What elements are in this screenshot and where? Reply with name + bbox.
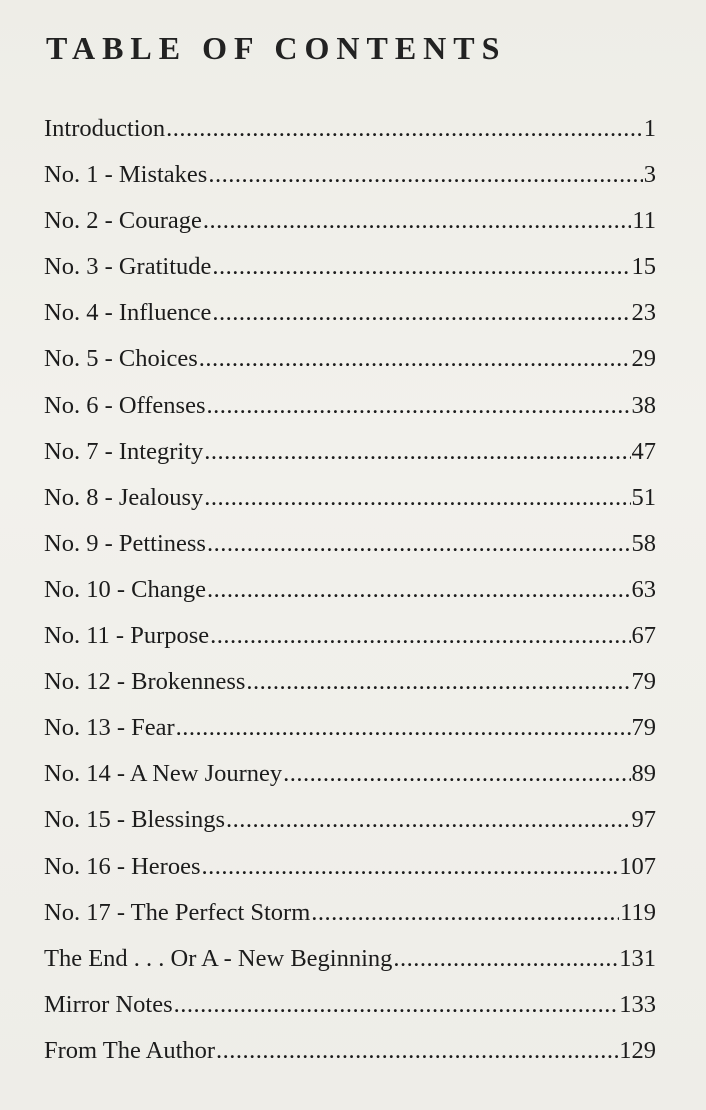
- toc-entry-page-number: 107: [619, 852, 656, 880]
- toc-entry: [44, 567, 656, 613]
- dot-leader: [283, 751, 630, 797]
- dot-leader: [203, 198, 632, 244]
- toc-entry-page-number: 11: [632, 207, 656, 235]
- toc-entry: [44, 1028, 656, 1074]
- dot-leader: [208, 152, 642, 198]
- toc-entry-label: No. 14 - A New Journey: [44, 760, 283, 788]
- dot-leader: [202, 844, 619, 890]
- toc-entry: [44, 244, 656, 290]
- toc-entry-label: No. 9 - Pettiness: [44, 529, 206, 557]
- toc-entry-page-number: 47: [631, 437, 656, 465]
- toc-entry: [44, 290, 656, 336]
- dot-leader: [216, 1028, 618, 1074]
- dot-leader: [212, 290, 630, 336]
- toc-entry-label: No. 17 - The Perfect Storm: [44, 898, 311, 926]
- toc-list: [44, 106, 656, 1074]
- dot-leader: [393, 936, 618, 982]
- toc-entry: [44, 982, 656, 1028]
- page-title: TABLE OF CONTENTS: [46, 30, 507, 66]
- toc-entry-page-number: 29: [631, 345, 656, 373]
- toc-entry: [44, 198, 656, 244]
- toc-entry-page-number: 131: [619, 944, 656, 972]
- toc-entry-label: From The Author: [44, 1036, 216, 1064]
- toc-entry-page-number: 79: [631, 714, 656, 742]
- toc-entry-label: Mirror Notes: [44, 990, 173, 1018]
- toc-entry: [44, 659, 656, 705]
- dot-leader: [176, 705, 631, 751]
- toc-entry-page-number: 58: [631, 529, 656, 557]
- toc-entry-label: No. 7 - Integrity: [44, 437, 204, 465]
- dot-leader: [212, 244, 630, 290]
- toc-entry: [44, 336, 656, 382]
- dot-leader: [204, 429, 630, 475]
- toc-entry: [44, 797, 656, 843]
- toc-entry-page-number: 23: [631, 299, 656, 327]
- toc-entry: [44, 521, 656, 567]
- toc-entry: [44, 705, 656, 751]
- toc-entry-label: No. 10 - Change: [44, 575, 206, 603]
- toc-entry-label: No. 2 - Courage: [44, 207, 202, 235]
- toc-entry: [44, 383, 656, 429]
- toc-entry: [44, 429, 656, 475]
- toc-entry-label: No. 16 - Heroes: [44, 852, 201, 880]
- dot-leader: [207, 383, 631, 429]
- toc-entry-label: No. 15 - Blessings: [44, 806, 226, 834]
- toc-entry-label: Introduction: [44, 115, 166, 142]
- dot-leader: [311, 890, 619, 936]
- toc-entry-label: No. 13 - Fear: [44, 714, 175, 742]
- dot-leader: [199, 336, 631, 382]
- toc-entry-page-number: 63: [631, 575, 656, 603]
- dot-leader: [226, 797, 630, 843]
- toc-entry: [44, 936, 656, 982]
- toc-entry-label: No. 1 - Mistakes: [44, 161, 208, 189]
- dot-leader: [174, 982, 619, 1028]
- toc-entry-label: No. 12 - Brokenness: [44, 668, 246, 696]
- dot-leader: [204, 475, 630, 521]
- toc-entry: [44, 844, 656, 890]
- dot-leader: [207, 567, 631, 613]
- toc-entry-label: No. 4 - Influence: [44, 299, 212, 327]
- toc-entry-page-number: 129: [619, 1036, 656, 1064]
- toc-entry-page-number: 15: [631, 253, 656, 281]
- dot-leader: [207, 521, 631, 567]
- toc-entry-page-number: 97: [631, 806, 656, 834]
- toc-entry-page-number: 3: [643, 161, 656, 189]
- toc-entry-label: No. 6 - Offenses: [44, 391, 206, 419]
- toc-entry: [44, 751, 656, 797]
- toc-entry-label: No. 5 - Choices: [44, 345, 198, 373]
- dot-leader: [210, 613, 630, 659]
- toc-entry: [44, 475, 656, 521]
- toc-entry-page-number: 133: [619, 990, 656, 1018]
- toc-entry: [44, 613, 656, 659]
- toc-entry: [44, 152, 656, 198]
- toc-entry-page-number: 119: [620, 898, 656, 926]
- toc-entry-page-number: 89: [631, 760, 656, 788]
- toc-entry-label: The End . . . Or A - New Beginning: [44, 944, 393, 972]
- toc-entry: [44, 106, 656, 152]
- toc-entry-label: No. 3 - Gratitude: [44, 253, 212, 281]
- toc-entry-page-number: 67: [631, 622, 656, 650]
- toc-entry: [44, 890, 656, 936]
- toc-entry-page-number: 38: [631, 391, 656, 419]
- toc-entry-page-number: 51: [631, 483, 656, 511]
- toc-entry-page-number: 79: [631, 668, 656, 696]
- dot-leader: [246, 659, 630, 705]
- dot-leader: [166, 106, 643, 152]
- toc-entry-label: No. 11 - Purpose: [44, 622, 210, 650]
- toc-entry-label: No. 8 - Jealousy: [44, 483, 204, 511]
- toc-entry-page-number: 1: [643, 115, 656, 142]
